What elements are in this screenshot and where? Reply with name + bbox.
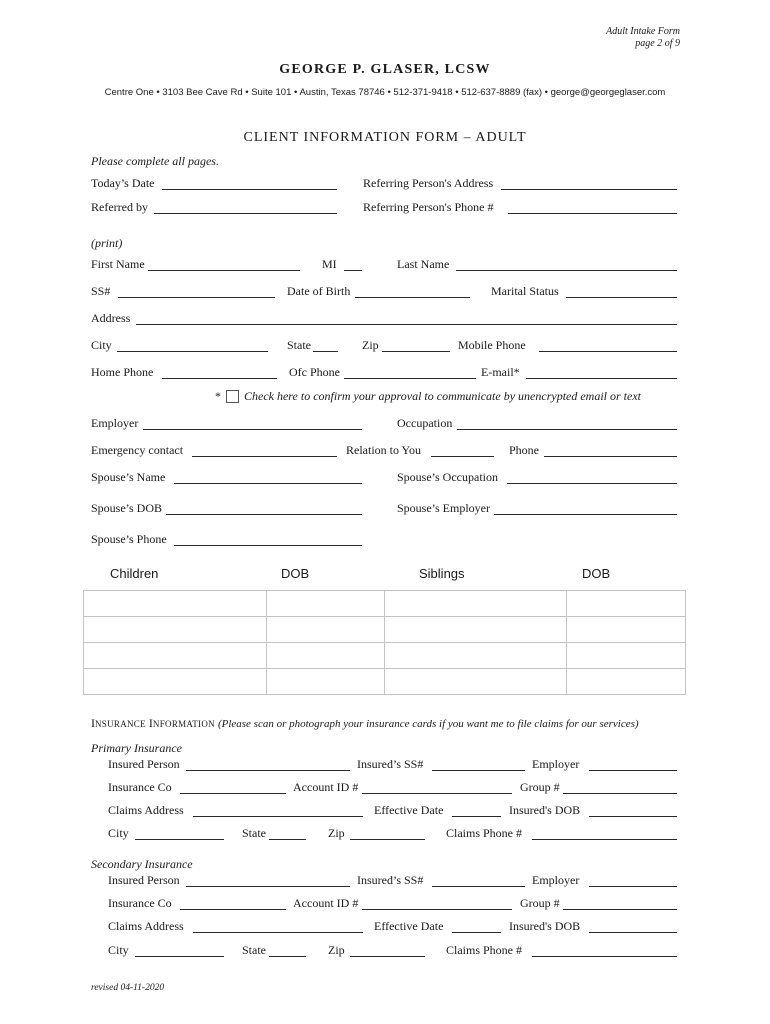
address-field[interactable] (136, 324, 677, 325)
row-spouse-name (0, 469, 770, 485)
primary-row-claims (0, 802, 770, 818)
primary-claims-address-label: Claims Address (108, 803, 184, 817)
mobile-field[interactable] (539, 351, 677, 352)
table-row (84, 643, 686, 669)
secondary-state-field[interactable] (269, 956, 306, 957)
state-label: State (287, 338, 311, 352)
todays-date-field[interactable] (162, 189, 337, 190)
secondary-city-field[interactable] (135, 956, 224, 957)
primary-group-label: Group # (520, 780, 560, 794)
form-name: Adult Intake Form (606, 26, 680, 37)
primary-row-insured (0, 756, 770, 772)
insurance-heading-nsurance: NSURANCE (95, 719, 146, 729)
ofc-phone-field[interactable] (344, 378, 476, 379)
secondary-claims-phone-field[interactable] (532, 956, 677, 957)
first-name-field[interactable] (148, 270, 300, 271)
primary-insured-ss-label: Insured’s SS# (357, 757, 424, 771)
spouse-phone-label: Spouse’s Phone (91, 532, 167, 546)
secondary-row-city (0, 942, 770, 958)
secondary-insurance-label: Secondary Insurance (91, 857, 193, 871)
table-cell[interactable] (266, 617, 385, 643)
primary-employer-field[interactable] (589, 770, 677, 771)
referred-by-label: Referred by (91, 200, 148, 214)
secondary-insured-dob-field[interactable] (589, 932, 677, 933)
primary-state-label: State (242, 826, 266, 840)
primary-claims-phone-field[interactable] (532, 839, 677, 840)
city-field[interactable] (117, 351, 268, 352)
revised-date: revised 04-11-2020 (91, 983, 165, 993)
primary-group-field[interactable] (563, 793, 677, 794)
spouse-employer-label: Spouse’s Employer (397, 501, 490, 515)
spouse-dob-field[interactable] (166, 514, 362, 515)
mi-label: MI (322, 257, 337, 271)
secondary-employer-field[interactable] (589, 886, 677, 887)
secondary-row-insured (0, 872, 770, 888)
spouse-phone-field[interactable] (174, 545, 362, 546)
table-cell[interactable] (567, 643, 686, 669)
home-phone-field[interactable] (162, 378, 277, 379)
referring-address-field[interactable] (501, 189, 677, 190)
secondary-group-label: Group # (520, 896, 560, 910)
primary-insurance-co-label: Insurance Co (108, 780, 172, 794)
consent-star: * (215, 389, 221, 403)
secondary-claims-phone-label: Claims Phone # (446, 943, 523, 957)
city-label: City (91, 338, 112, 352)
table-cell[interactable] (567, 591, 686, 617)
row-phones-email (0, 364, 770, 380)
mobile-label: Mobile Phone (458, 338, 526, 352)
table-cell[interactable] (385, 643, 567, 669)
spouse-occupation-field[interactable] (507, 483, 677, 484)
dob-label: Date of Birth (287, 284, 351, 298)
table-cell[interactable] (266, 669, 385, 695)
table-row (84, 669, 686, 695)
secondary-state-label: State (242, 943, 266, 957)
row-city-state-zip (0, 337, 770, 353)
phone-label: Phone (509, 443, 539, 457)
spouse-name-label: Spouse’s Name (91, 470, 166, 484)
table-cell[interactable] (385, 617, 567, 643)
secondary-claims-address-field[interactable] (193, 932, 363, 933)
table-cell[interactable] (266, 591, 385, 617)
last-name-label: Last Name (397, 257, 450, 271)
primary-employer-label: Employer (532, 757, 580, 771)
referring-phone-field[interactable] (508, 213, 677, 214)
secondary-effective-date-label: Effective Date (374, 919, 444, 933)
primary-effective-date-field[interactable] (452, 816, 501, 817)
home-phone-label: Home Phone (91, 365, 154, 379)
spouse-dob-label: Spouse’s DOB (91, 501, 163, 515)
row-spouse-phone (0, 531, 770, 547)
employer-label: Employer (91, 416, 139, 430)
primary-row-co (0, 779, 770, 795)
occupation-field[interactable] (457, 429, 677, 430)
row-spouse-dob (0, 500, 770, 516)
secondary-claims-address-label: Claims Address (108, 919, 184, 933)
primary-insured-person-label: Insured Person (108, 757, 180, 771)
consent-text: Check here to confirm your approval to communicate by unencrypted email or text (244, 389, 642, 403)
marital-label: Marital Status (491, 284, 559, 298)
practitioner-name: GEORGE P. GLASER, LCSW (279, 62, 491, 77)
dob-field[interactable] (355, 297, 470, 298)
row-consent (0, 388, 770, 404)
row-date-referring-address (0, 175, 770, 191)
occupation-label: Occupation (397, 416, 453, 430)
primary-row-city (0, 825, 770, 841)
primary-insurance-label: Primary Insurance (91, 741, 182, 755)
spouse-occupation-label: Spouse’s Occupation (397, 470, 498, 484)
row-address (0, 310, 770, 326)
table-row (84, 591, 686, 617)
secondary-account-id-field[interactable] (362, 909, 512, 910)
row-name (0, 256, 770, 272)
insurance-heading-nformation: NFORMATION (152, 719, 215, 729)
secondary-row-claims (0, 918, 770, 934)
secondary-row-co (0, 895, 770, 911)
primary-city-label: City (108, 826, 129, 840)
row-employer (0, 415, 770, 431)
zip-field[interactable] (382, 351, 450, 352)
table-cell[interactable] (385, 591, 567, 617)
secondary-insurance-co-label: Insurance Co (108, 896, 172, 910)
spouse-employer-field[interactable] (494, 514, 677, 515)
table-cell[interactable] (385, 669, 567, 695)
relation-label: Relation to You (346, 443, 422, 457)
secondary-account-id-label: Account ID # (293, 896, 359, 910)
secondary-group-field[interactable] (563, 909, 677, 910)
siblings-header: Siblings (419, 566, 465, 581)
address-label: Address (91, 311, 131, 325)
secondary-insured-ss-field[interactable] (432, 886, 525, 887)
table-cell[interactable] (84, 643, 267, 669)
secondary-insurance-co-field[interactable] (180, 909, 286, 910)
state-field[interactable] (313, 351, 338, 352)
children-siblings-table (83, 590, 686, 695)
zip-label: Zip (362, 338, 379, 352)
secondary-insured-person-field[interactable] (186, 886, 350, 887)
relation-field[interactable] (431, 456, 494, 457)
insurance-heading-i: I (91, 716, 95, 730)
primary-zip-label: Zip (328, 826, 345, 840)
table-cell[interactable] (84, 591, 267, 617)
email-label: E-mail* (481, 365, 520, 379)
primary-insured-dob-label: Insured's DOB (509, 803, 581, 817)
emergency-field[interactable] (192, 456, 337, 457)
primary-insured-person-field[interactable] (186, 770, 350, 771)
table-cell[interactable] (84, 669, 267, 695)
primary-state-field[interactable] (269, 839, 306, 840)
row-ss-dob-marital (0, 283, 770, 299)
first-name-label: First Name (91, 257, 145, 271)
secondary-insured-dob-label: Insured's DOB (509, 919, 581, 933)
referred-by-field[interactable] (154, 213, 337, 214)
referring-address-label: Referring Person's Address (363, 176, 494, 190)
children-header: Children (110, 566, 159, 581)
secondary-city-label: City (108, 943, 129, 957)
spouse-name-field[interactable] (174, 483, 362, 484)
instructions: Please complete all pages. (91, 154, 219, 168)
employer-field[interactable] (143, 429, 362, 430)
table-cell[interactable] (567, 669, 686, 695)
secondary-insured-person-label: Insured Person (108, 873, 180, 887)
ofc-phone-label: Ofc Phone (289, 365, 340, 379)
table-cell[interactable] (84, 617, 267, 643)
primary-claims-phone-label: Claims Phone # (446, 826, 523, 840)
insurance-heading-i2: I (148, 716, 153, 730)
secondary-effective-date-field[interactable] (452, 932, 501, 933)
table-cell[interactable] (567, 617, 686, 643)
primary-claims-address-field[interactable] (193, 816, 363, 817)
primary-account-id-field[interactable] (362, 793, 512, 794)
siblings-dob-header: DOB (582, 566, 611, 581)
children-dob-header: DOB (281, 566, 310, 581)
todays-date-label: Today’s Date (91, 176, 155, 190)
table-row (84, 617, 686, 643)
last-name-field[interactable] (456, 270, 677, 271)
secondary-employer-label: Employer (532, 873, 580, 887)
secondary-zip-field[interactable] (350, 956, 425, 957)
form-title: CLIENT INFORMATION FORM – ADULT (243, 130, 527, 145)
primary-city-field[interactable] (135, 839, 224, 840)
insurance-note: (Please scan or photograph your insurance cards if you want me to file claims for our services) (217, 718, 639, 730)
secondary-zip-label: Zip (328, 943, 345, 957)
row-referred-by (0, 199, 770, 215)
print-note: (print) (91, 236, 123, 250)
primary-insurance-co-field[interactable] (180, 793, 286, 794)
row-emergency (0, 442, 770, 458)
table-cell[interactable] (266, 643, 385, 669)
primary-insured-ss-field[interactable] (432, 770, 525, 771)
contact-line: Centre One • 3103 Bee Cave Rd • Suite 101 • Austin, Texas 78746 • 512-371-9418 • 512-637-8889 (fax) • george@georgeglaser.com (104, 87, 666, 98)
referring-phone-label: Referring Person's Phone # (363, 200, 494, 214)
emergency-label: Emergency contact (91, 443, 184, 457)
emergency-phone-field[interactable] (544, 456, 677, 457)
page-number: page 2 of 9 (635, 38, 680, 49)
consent-checkbox[interactable] (226, 390, 239, 403)
primary-account-id-label: Account ID # (293, 780, 359, 794)
primary-insured-dob-field[interactable] (589, 816, 677, 817)
ss-label: SS# (91, 284, 111, 298)
marital-field[interactable] (566, 297, 677, 298)
secondary-insured-ss-label: Insured’s SS# (357, 873, 424, 887)
mi-field[interactable] (344, 270, 362, 271)
insurance-heading (91, 716, 639, 731)
ss-field[interactable] (118, 297, 275, 298)
primary-effective-date-label: Effective Date (374, 803, 444, 817)
email-field[interactable] (526, 378, 677, 379)
primary-zip-field[interactable] (350, 839, 425, 840)
